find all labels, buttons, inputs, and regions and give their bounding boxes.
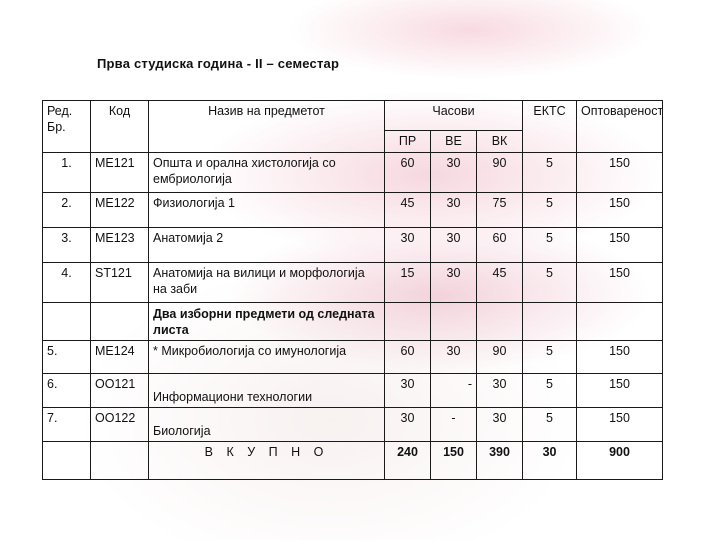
row-ects: 5 xyxy=(523,193,577,228)
row-ve: 30 xyxy=(431,193,477,228)
table-row xyxy=(43,408,663,442)
row-vk: 30 xyxy=(477,374,523,408)
row-vk: 30 xyxy=(477,408,523,442)
row-ects: 5 xyxy=(523,228,577,263)
row-ects: 5 xyxy=(523,408,577,442)
row-load: 150 xyxy=(577,263,663,303)
header-vk: ВК xyxy=(477,131,523,153)
total-vk: 390 xyxy=(477,442,523,480)
row-ects: 5 xyxy=(523,374,577,408)
row-code: ME124 xyxy=(91,341,149,374)
row-code: ME121 xyxy=(91,153,149,193)
table-row xyxy=(43,263,663,303)
header-hours: Часови xyxy=(385,101,523,131)
curriculum-table xyxy=(42,100,663,480)
row-ve: 30 xyxy=(431,263,477,303)
total-pr: 240 xyxy=(385,442,431,480)
row-ects: 5 xyxy=(523,153,577,193)
row-pr: 45 xyxy=(385,193,431,228)
row-pr: 60 xyxy=(385,341,431,374)
row-vk: 75 xyxy=(477,193,523,228)
row-no: 4. xyxy=(43,263,91,303)
row-name: Физиологија 1 xyxy=(149,193,385,228)
header-load: Оптовареност xyxy=(577,101,663,153)
row-name: Општа и орална хистологија со ембриологија xyxy=(149,153,385,193)
row-vk: 90 xyxy=(477,341,523,374)
row-ve: - xyxy=(431,408,477,442)
row-pr: 15 xyxy=(385,263,431,303)
elective-heading: Два изборни предмети од следната листа xyxy=(149,303,385,341)
row-pr: 30 xyxy=(385,374,431,408)
row-vk: 60 xyxy=(477,228,523,263)
header-ects: ЕКТС xyxy=(523,101,577,153)
row-code: ME122 xyxy=(91,193,149,228)
row-vk: 90 xyxy=(477,153,523,193)
row-no: 5. xyxy=(43,341,91,374)
total-ects: 30 xyxy=(523,442,577,480)
header-no: Ред. Бр. xyxy=(43,101,91,153)
row-load: 150 xyxy=(577,374,663,408)
row-load: 150 xyxy=(577,341,663,374)
header-row xyxy=(43,101,663,131)
row-ve: - xyxy=(431,374,477,408)
header-pr: ПР xyxy=(385,131,431,153)
row-load: 150 xyxy=(577,408,663,442)
row-name: Анатомија 2 xyxy=(149,228,385,263)
row-no: 3. xyxy=(43,228,91,263)
table-row xyxy=(43,374,663,408)
header-ve: ВЕ xyxy=(431,131,477,153)
row-ects: 5 xyxy=(523,341,577,374)
row-ve: 30 xyxy=(431,153,477,193)
row-code: OO121 xyxy=(91,374,149,408)
row-name: Анатомија на вилици и морфологија на заби xyxy=(149,263,385,303)
row-code: ST121 xyxy=(91,263,149,303)
table-row xyxy=(43,228,663,263)
row-pr: 60 xyxy=(385,153,431,193)
row-code: ME123 xyxy=(91,228,149,263)
row-no: 6. xyxy=(43,374,91,408)
total-ve: 150 xyxy=(431,442,477,480)
row-code: OO122 xyxy=(91,408,149,442)
row-ve: 30 xyxy=(431,341,477,374)
row-name: Информациони технологии xyxy=(149,374,385,408)
row-no: 1. xyxy=(43,153,91,193)
row-ects: 5 xyxy=(523,263,577,303)
row-ve: 30 xyxy=(431,228,477,263)
row-load: 150 xyxy=(577,153,663,193)
row-no: 7. xyxy=(43,408,91,442)
row-pr: 30 xyxy=(385,228,431,263)
table-row xyxy=(43,341,663,374)
table-row xyxy=(43,153,663,193)
header-name: Назив на предметот xyxy=(149,101,385,153)
table-row xyxy=(43,193,663,228)
row-load: 150 xyxy=(577,193,663,228)
total-row xyxy=(43,442,663,480)
elective-heading-row xyxy=(43,303,663,341)
row-name: * Микробиологија со имунологија xyxy=(149,341,385,374)
page-title: Прва студиска година - II – семестар xyxy=(97,56,340,71)
row-pr: 30 xyxy=(385,408,431,442)
total-label: В К У П Н О xyxy=(149,442,385,480)
total-load: 900 xyxy=(577,442,663,480)
row-no: 2. xyxy=(43,193,91,228)
row-vk: 45 xyxy=(477,263,523,303)
row-load: 150 xyxy=(577,228,663,263)
header-code: Код xyxy=(91,101,149,153)
row-name: Биологија xyxy=(149,408,385,442)
